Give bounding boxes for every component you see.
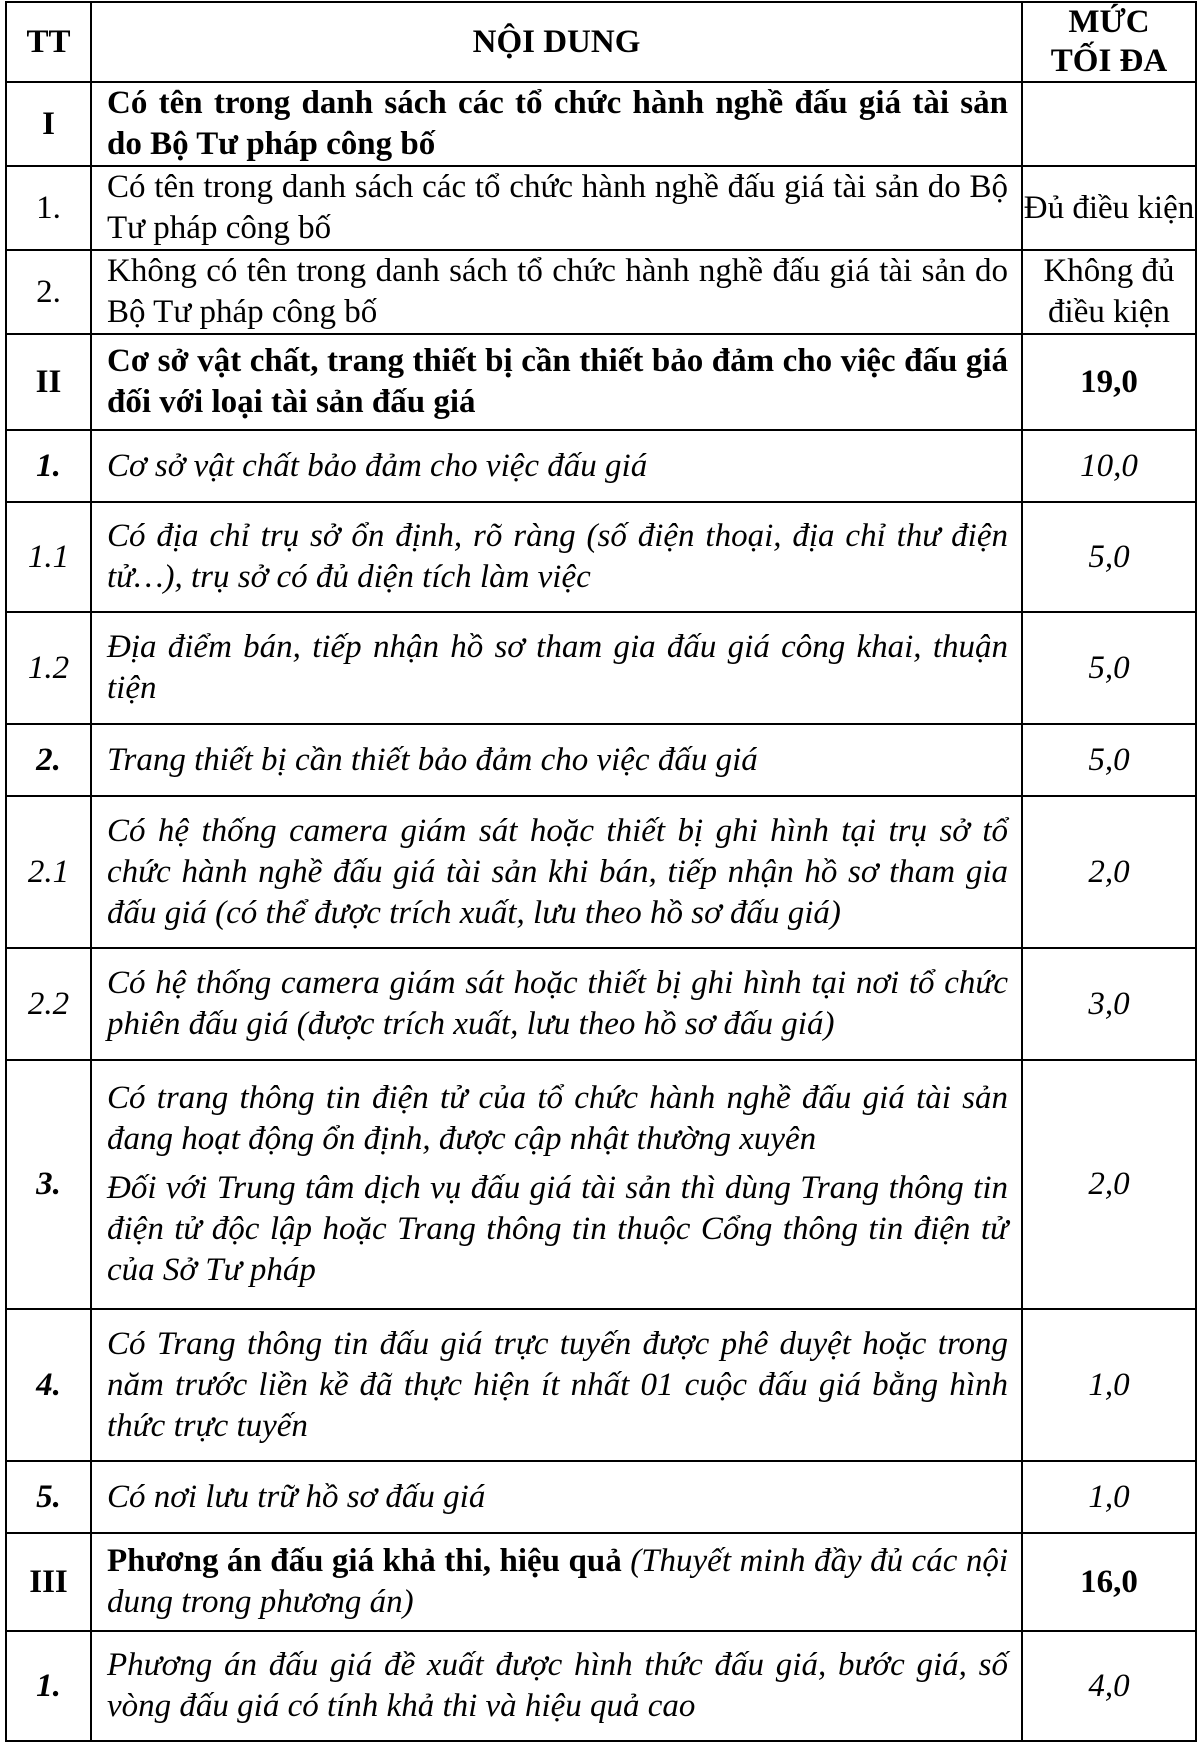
row-tt: II	[6, 334, 91, 430]
header-max-line1: MỨC	[1068, 4, 1150, 40]
row-max: 3,0	[1022, 948, 1196, 1060]
header-max-line2: TỐI ĐA	[1050, 43, 1168, 79]
row-max: 5,0	[1022, 612, 1196, 724]
row-content: Có tên trong danh sách các tổ chức hành nghề đấu giá tài sản do Bộ Tư pháp công bố	[91, 82, 1022, 166]
row-max: 10,0	[1022, 430, 1196, 502]
table-row	[6, 250, 1196, 334]
table-row	[6, 430, 1196, 502]
row-tt: 4.	[6, 1309, 91, 1461]
row-content: Không có tên trong danh sách tổ chức hành nghề đấu giá tài sản do Bộ Tư pháp công bố	[91, 250, 1022, 334]
table-row	[6, 612, 1196, 724]
row-max: Không đủ điều kiện	[1022, 250, 1196, 334]
row-content: Có tên trong danh sách các tổ chức hành nghề đấu giá tài sản do Bộ Tư pháp công bố	[91, 166, 1022, 250]
table-row	[6, 334, 1196, 430]
row-max: 4,0	[1022, 1631, 1196, 1741]
row-max	[1022, 82, 1196, 166]
table-row	[6, 166, 1196, 250]
row-content: Có địa chỉ trụ sở ổn định, rõ ràng (số điện thoại, địa chỉ thư điện tử…), trụ sở có đủ diện tích làm việc	[91, 502, 1022, 612]
row-content	[91, 1533, 1022, 1631]
row-content	[91, 1060, 1022, 1309]
row-content: Trang thiết bị cần thiết bảo đảm cho việc đấu giá	[91, 724, 1022, 796]
table-row	[6, 1461, 1196, 1533]
row-max: 1,0	[1022, 1461, 1196, 1533]
row-tt: I	[6, 82, 91, 166]
row-content: Cơ sở vật chất bảo đảm cho việc đấu giá	[91, 430, 1022, 502]
row-tt: 2.2	[6, 948, 91, 1060]
row-tt: 1.	[6, 166, 91, 250]
row-content: Địa điểm bán, tiếp nhận hồ sơ tham gia đấu giá công khai, thuận tiện	[91, 612, 1022, 724]
row-content: Phương án đấu giá đề xuất được hình thức đấu giá, bước giá, số vòng đấu giá có tính khả thi và hiệu quả cao	[91, 1631, 1022, 1741]
row-content-para1: Có trang thông tin điện tử của tổ chức hành nghề đấu giá tài sản đang hoạt động ổn định, được cập nhật thường xuyên	[107, 1080, 1008, 1157]
row-max: Đủ điều kiện	[1022, 166, 1196, 250]
row-tt: 2.1	[6, 796, 91, 948]
row-max: 2,0	[1022, 1060, 1196, 1309]
row-max: 5,0	[1022, 724, 1196, 796]
row-tt: 1.1	[6, 502, 91, 612]
row-tt: 1.	[6, 430, 91, 502]
row-content: Có nơi lưu trữ hồ sơ đấu giá	[91, 1461, 1022, 1533]
row-tt: 3.	[6, 1060, 91, 1309]
row-tt: III	[6, 1533, 91, 1631]
table-row	[6, 1309, 1196, 1461]
row-max: 5,0	[1022, 502, 1196, 612]
row-content: Có Trang thông tin đấu giá trực tuyến được phê duyệt hoặc trong năm trước liền kề đã thực hiện ít nhất 01 cuộc đấu giá bằng hình thức trực tuyến	[91, 1309, 1022, 1461]
row-content: Có hệ thống camera giám sát hoặc thiết bị ghi hình tại nơi tổ chức phiên đấu giá (được trích xuất, lưu theo hồ sơ đấu giá)	[91, 948, 1022, 1060]
row-tt: 2.	[6, 250, 91, 334]
table-row	[6, 948, 1196, 1060]
table-row	[6, 82, 1196, 166]
table-row	[6, 724, 1196, 796]
row-tt: 1.	[6, 1631, 91, 1741]
row-tt: 2.	[6, 724, 91, 796]
row-content-title: Phương án đấu giá khả thi, hiệu quả	[107, 1543, 622, 1579]
row-max: 16,0	[1022, 1533, 1196, 1631]
table-row	[6, 502, 1196, 612]
row-content-para2: Đối với Trung tâm dịch vụ đấu giá tài sản thì dùng Trang thông tin điện tử độc lập hoặc Trang thông tin thuộc Cổng thông tin điện tử của Sở Tư pháp	[107, 1170, 1008, 1288]
table-row	[6, 1631, 1196, 1741]
row-tt: 1.2	[6, 612, 91, 724]
header-max	[1022, 2, 1196, 82]
row-max: 1,0	[1022, 1309, 1196, 1461]
row-content: Cơ sở vật chất, trang thiết bị cần thiết bảo đảm cho việc đấu giá đối với loại tài sản đấu giá	[91, 334, 1022, 430]
header-content: NỘI DUNG	[91, 2, 1022, 82]
row-max: 2,0	[1022, 796, 1196, 948]
table-row	[6, 796, 1196, 948]
table-row	[6, 1060, 1196, 1309]
row-tt: 5.	[6, 1461, 91, 1533]
row-content-note: (Thuyết minh đầy đủ các nội dung trong phương án)	[107, 1543, 1008, 1620]
row-max: 19,0	[1022, 334, 1196, 430]
header-tt: TT	[6, 2, 91, 82]
table-header-row	[6, 2, 1196, 82]
table-row	[6, 1533, 1196, 1631]
criteria-table	[5, 1, 1197, 1742]
row-content: Có hệ thống camera giám sát hoặc thiết bị ghi hình tại trụ sở tổ chức hành nghề đấu giá tài sản khi bán, tiếp nhận hồ sơ tham gia đấu giá (có thể được trích xuất, lưu theo hồ sơ đấu giá)	[91, 796, 1022, 948]
